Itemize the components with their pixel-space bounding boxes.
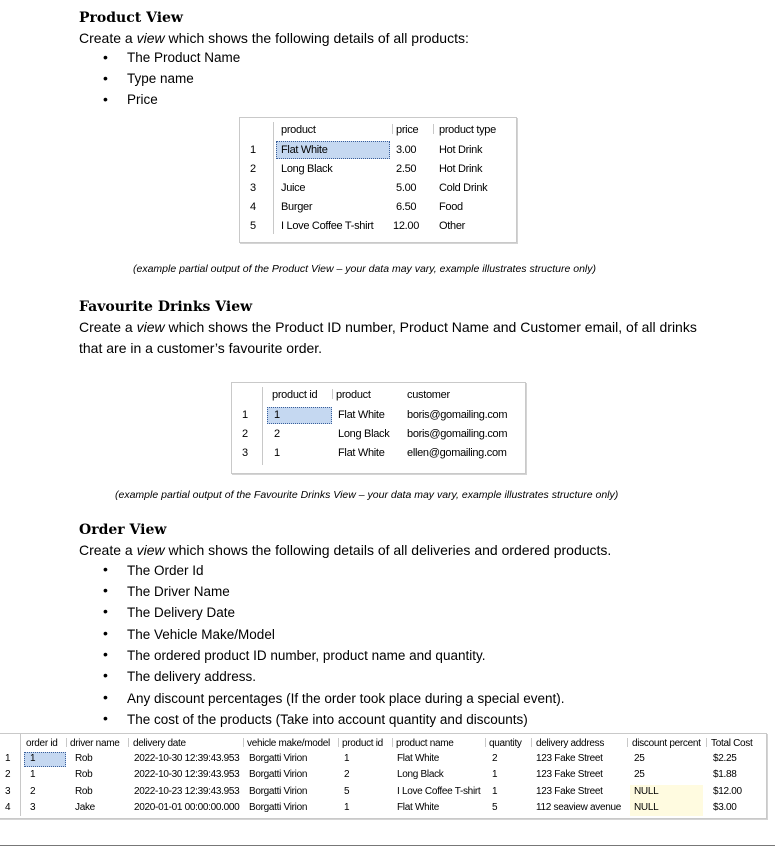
cell-product-id[interactable]: 1: [274, 447, 280, 459]
bullet-icon: •: [103, 625, 108, 641]
intro-italic: view: [136, 319, 165, 335]
bullet-item: Any discount percentages (If the order took place during a special event).: [127, 691, 565, 706]
col-header-discount-percent[interactable]: discount percent: [632, 738, 701, 749]
col-header-product-id[interactable]: product id: [342, 738, 383, 749]
cell-product-id[interactable]: 1: [344, 753, 350, 764]
cell-address[interactable]: 123 Fake Street: [536, 753, 603, 764]
row-number: 3: [250, 182, 256, 194]
row-number: 3: [242, 447, 248, 459]
cell-product[interactable]: Burger: [281, 201, 313, 213]
cell-address[interactable]: 123 Fake Street: [536, 786, 603, 797]
cell-order-id[interactable]: 1: [30, 753, 36, 764]
favourite-view-table: [231, 382, 526, 474]
bullet-item: The ordered product ID number, product name and quantity.: [127, 648, 486, 663]
cell-price[interactable]: 2.50: [396, 163, 417, 175]
cell-discount[interactable]: 25: [634, 753, 645, 764]
favourite-view-caption: (example partial output of the Favourite Drinks View – your data may vary, example illustrates structure only): [115, 489, 619, 501]
bullet-item: The Delivery Date: [127, 605, 236, 620]
col-header-delivery-date[interactable]: delivery date: [133, 738, 186, 749]
intro-text: Create a: [79, 319, 137, 335]
cell-order-id[interactable]: 1: [30, 769, 36, 780]
bullet-item: The Driver Name: [127, 584, 230, 599]
bullet-item: The Vehicle Make/Model: [127, 627, 275, 642]
row-number: 1: [242, 409, 248, 421]
cell-total[interactable]: $2.25: [713, 753, 737, 764]
cell-type[interactable]: Cold Drink: [439, 182, 488, 194]
order-view-table: [0, 733, 767, 819]
row-number: 1: [5, 753, 11, 764]
row-number: 4: [250, 201, 256, 213]
bullet-icon: •: [103, 603, 108, 619]
cell-product-id[interactable]: 2: [274, 428, 280, 440]
cell-driver[interactable]: Rob: [75, 753, 93, 764]
bullet-item: The Product Name: [127, 50, 241, 65]
cell-driver[interactable]: Rob: [75, 769, 93, 780]
cell-price[interactable]: 6.50: [396, 201, 417, 213]
product-view-caption: (example partial output of the Product View – your data may vary, example illustrates structure only): [133, 263, 596, 275]
row-number: 3: [5, 786, 11, 797]
cell-discount[interactable]: NULL: [634, 786, 659, 797]
col-header-price[interactable]: price: [396, 124, 419, 136]
col-header-quantity[interactable]: quantity: [489, 738, 522, 749]
cell-customer[interactable]: boris@gomailing.com: [407, 409, 508, 421]
favourite-view-intro: [79, 317, 697, 338]
cell-date[interactable]: 2022-10-23 12:39:43.953: [134, 786, 240, 797]
cell-vehicle[interactable]: Borgatti Virion: [249, 769, 308, 780]
cell-vehicle[interactable]: Borgatti Virion: [249, 802, 308, 813]
intro-text: Create a: [79, 542, 137, 558]
cell-total[interactable]: $1.88: [713, 769, 737, 780]
cell-address[interactable]: 112 seaview avenue: [536, 802, 622, 813]
order-view-intro: [79, 540, 611, 561]
cell-customer[interactable]: boris@gomailing.com: [407, 428, 508, 440]
cell-order-id[interactable]: 3: [30, 802, 36, 813]
col-header-product[interactable]: product: [281, 124, 316, 136]
cell-product-name[interactable]: Flat White: [397, 753, 440, 764]
bullet-icon: •: [103, 582, 108, 598]
cell-quantity[interactable]: 1: [492, 769, 498, 780]
cell-product[interactable]: Flat White: [338, 447, 385, 459]
col-header-product[interactable]: product: [336, 389, 371, 401]
col-header-order-id[interactable]: order id: [26, 738, 58, 749]
bullet-item: Price: [127, 92, 158, 107]
cell-customer[interactable]: ellen@gomailing.com: [407, 447, 507, 459]
cell-price[interactable]: 3.00: [396, 144, 417, 156]
order-view-heading: Order View: [79, 522, 167, 538]
col-header-total-cost[interactable]: Total Cost: [711, 738, 753, 749]
col-header-customer[interactable]: customer: [407, 389, 450, 401]
bullet-item: The cost of the products (Take into account quantity and discounts): [127, 712, 528, 727]
cell-product[interactable]: I Love Coffee T-shirt: [281, 220, 374, 232]
intro-rest: which shows the following details of all deliveries and ordered products.: [164, 542, 612, 558]
bullet-icon: •: [103, 70, 108, 86]
cell-quantity[interactable]: 5: [492, 802, 498, 813]
bullet-icon: •: [103, 561, 108, 577]
intro-text: Create a: [79, 30, 137, 46]
cell-product-name[interactable]: I Love Coffee T-shirt: [397, 786, 481, 797]
cell-total[interactable]: $12.00: [713, 786, 742, 797]
bullet-item: The delivery address.: [127, 669, 257, 684]
cell-discount[interactable]: 25: [634, 769, 645, 780]
favourite-view-intro-line2: that are in a customer’s favourite order.: [79, 340, 323, 356]
cell-product[interactable]: Long Black: [281, 163, 333, 175]
cell-product-name[interactable]: Long Black: [397, 769, 444, 780]
row-number: 2: [242, 428, 248, 440]
cell-driver[interactable]: Rob: [75, 786, 93, 797]
row-number: 2: [250, 163, 256, 175]
row-number: 2: [5, 769, 11, 780]
bullet-item: The Order Id: [127, 563, 204, 578]
favourite-view-heading: Favourite Drinks View: [79, 299, 253, 315]
cell-driver[interactable]: Jake: [75, 802, 95, 813]
bullet-icon: •: [103, 646, 108, 662]
cell-vehicle[interactable]: Borgatti Virion: [249, 753, 308, 764]
cell-product-id[interactable]: 2: [344, 769, 350, 780]
row-number: 1: [250, 144, 256, 156]
cell-order-id[interactable]: 2: [30, 786, 36, 797]
product-view-table: [239, 117, 517, 243]
intro-italic: view: [136, 542, 165, 558]
cell-total[interactable]: $3.00: [713, 802, 737, 813]
cell-discount[interactable]: NULL: [634, 802, 659, 813]
cell-address[interactable]: 123 Fake Street: [536, 769, 603, 780]
bullet-icon: •: [103, 91, 108, 107]
col-header-delivery-address[interactable]: delivery address: [536, 738, 605, 749]
cell-product-id[interactable]: 1: [344, 802, 350, 813]
cell-product[interactable]: Flat White: [338, 409, 385, 421]
intro-rest: which shows the following details of all products:: [164, 30, 469, 46]
row-number: 4: [5, 802, 11, 813]
col-header-product-type[interactable]: product type: [439, 124, 496, 136]
row-number: 5: [250, 220, 256, 232]
bullet-item: Type name: [127, 71, 194, 86]
cell-date[interactable]: 2020-01-01 00:00:00.000: [134, 802, 240, 813]
cell-price[interactable]: 12.00: [393, 220, 420, 232]
product-view-heading: Product View: [79, 10, 183, 26]
cell-product-name[interactable]: Flat White: [397, 802, 440, 813]
cell-date[interactable]: 2022-10-30 12:39:43.953: [134, 753, 240, 764]
col-header-product-id[interactable]: product id: [272, 389, 318, 401]
bullet-icon: •: [103, 667, 108, 683]
cell-type[interactable]: Hot Drink: [439, 163, 483, 175]
cell-product-id[interactable]: 5: [344, 786, 350, 797]
cell-product[interactable]: Long Black: [338, 428, 390, 440]
col-header-driver-name[interactable]: driver name: [70, 738, 120, 749]
col-header-product-name[interactable]: product name: [396, 738, 454, 749]
col-header-vehicle[interactable]: vehicle make/model: [247, 738, 330, 749]
cell-type[interactable]: Hot Drink: [439, 144, 483, 156]
cell-quantity[interactable]: 1: [492, 786, 498, 797]
cell-product[interactable]: Juice: [281, 182, 306, 194]
bullet-icon: •: [103, 49, 108, 65]
page-divider: [0, 845, 775, 846]
cell-product-id[interactable]: 1: [274, 409, 280, 421]
cell-vehicle[interactable]: Borgatti Virion: [249, 786, 308, 797]
intro-rest: which shows the Product ID number, Product Name and Customer email, of all drinks: [164, 319, 697, 335]
bullet-icon: •: [103, 689, 108, 705]
cell-type[interactable]: Food: [439, 201, 463, 213]
cell-date[interactable]: 2022-10-30 12:39:43.953: [134, 769, 240, 780]
intro-italic: view: [136, 30, 165, 46]
cell-price[interactable]: 5.00: [396, 182, 417, 194]
cell-quantity[interactable]: 2: [492, 753, 498, 764]
cell-type[interactable]: Other: [439, 220, 466, 232]
product-view-intro: [79, 28, 469, 49]
bullet-icon: •: [103, 710, 108, 726]
cell-product[interactable]: Flat White: [281, 144, 328, 156]
